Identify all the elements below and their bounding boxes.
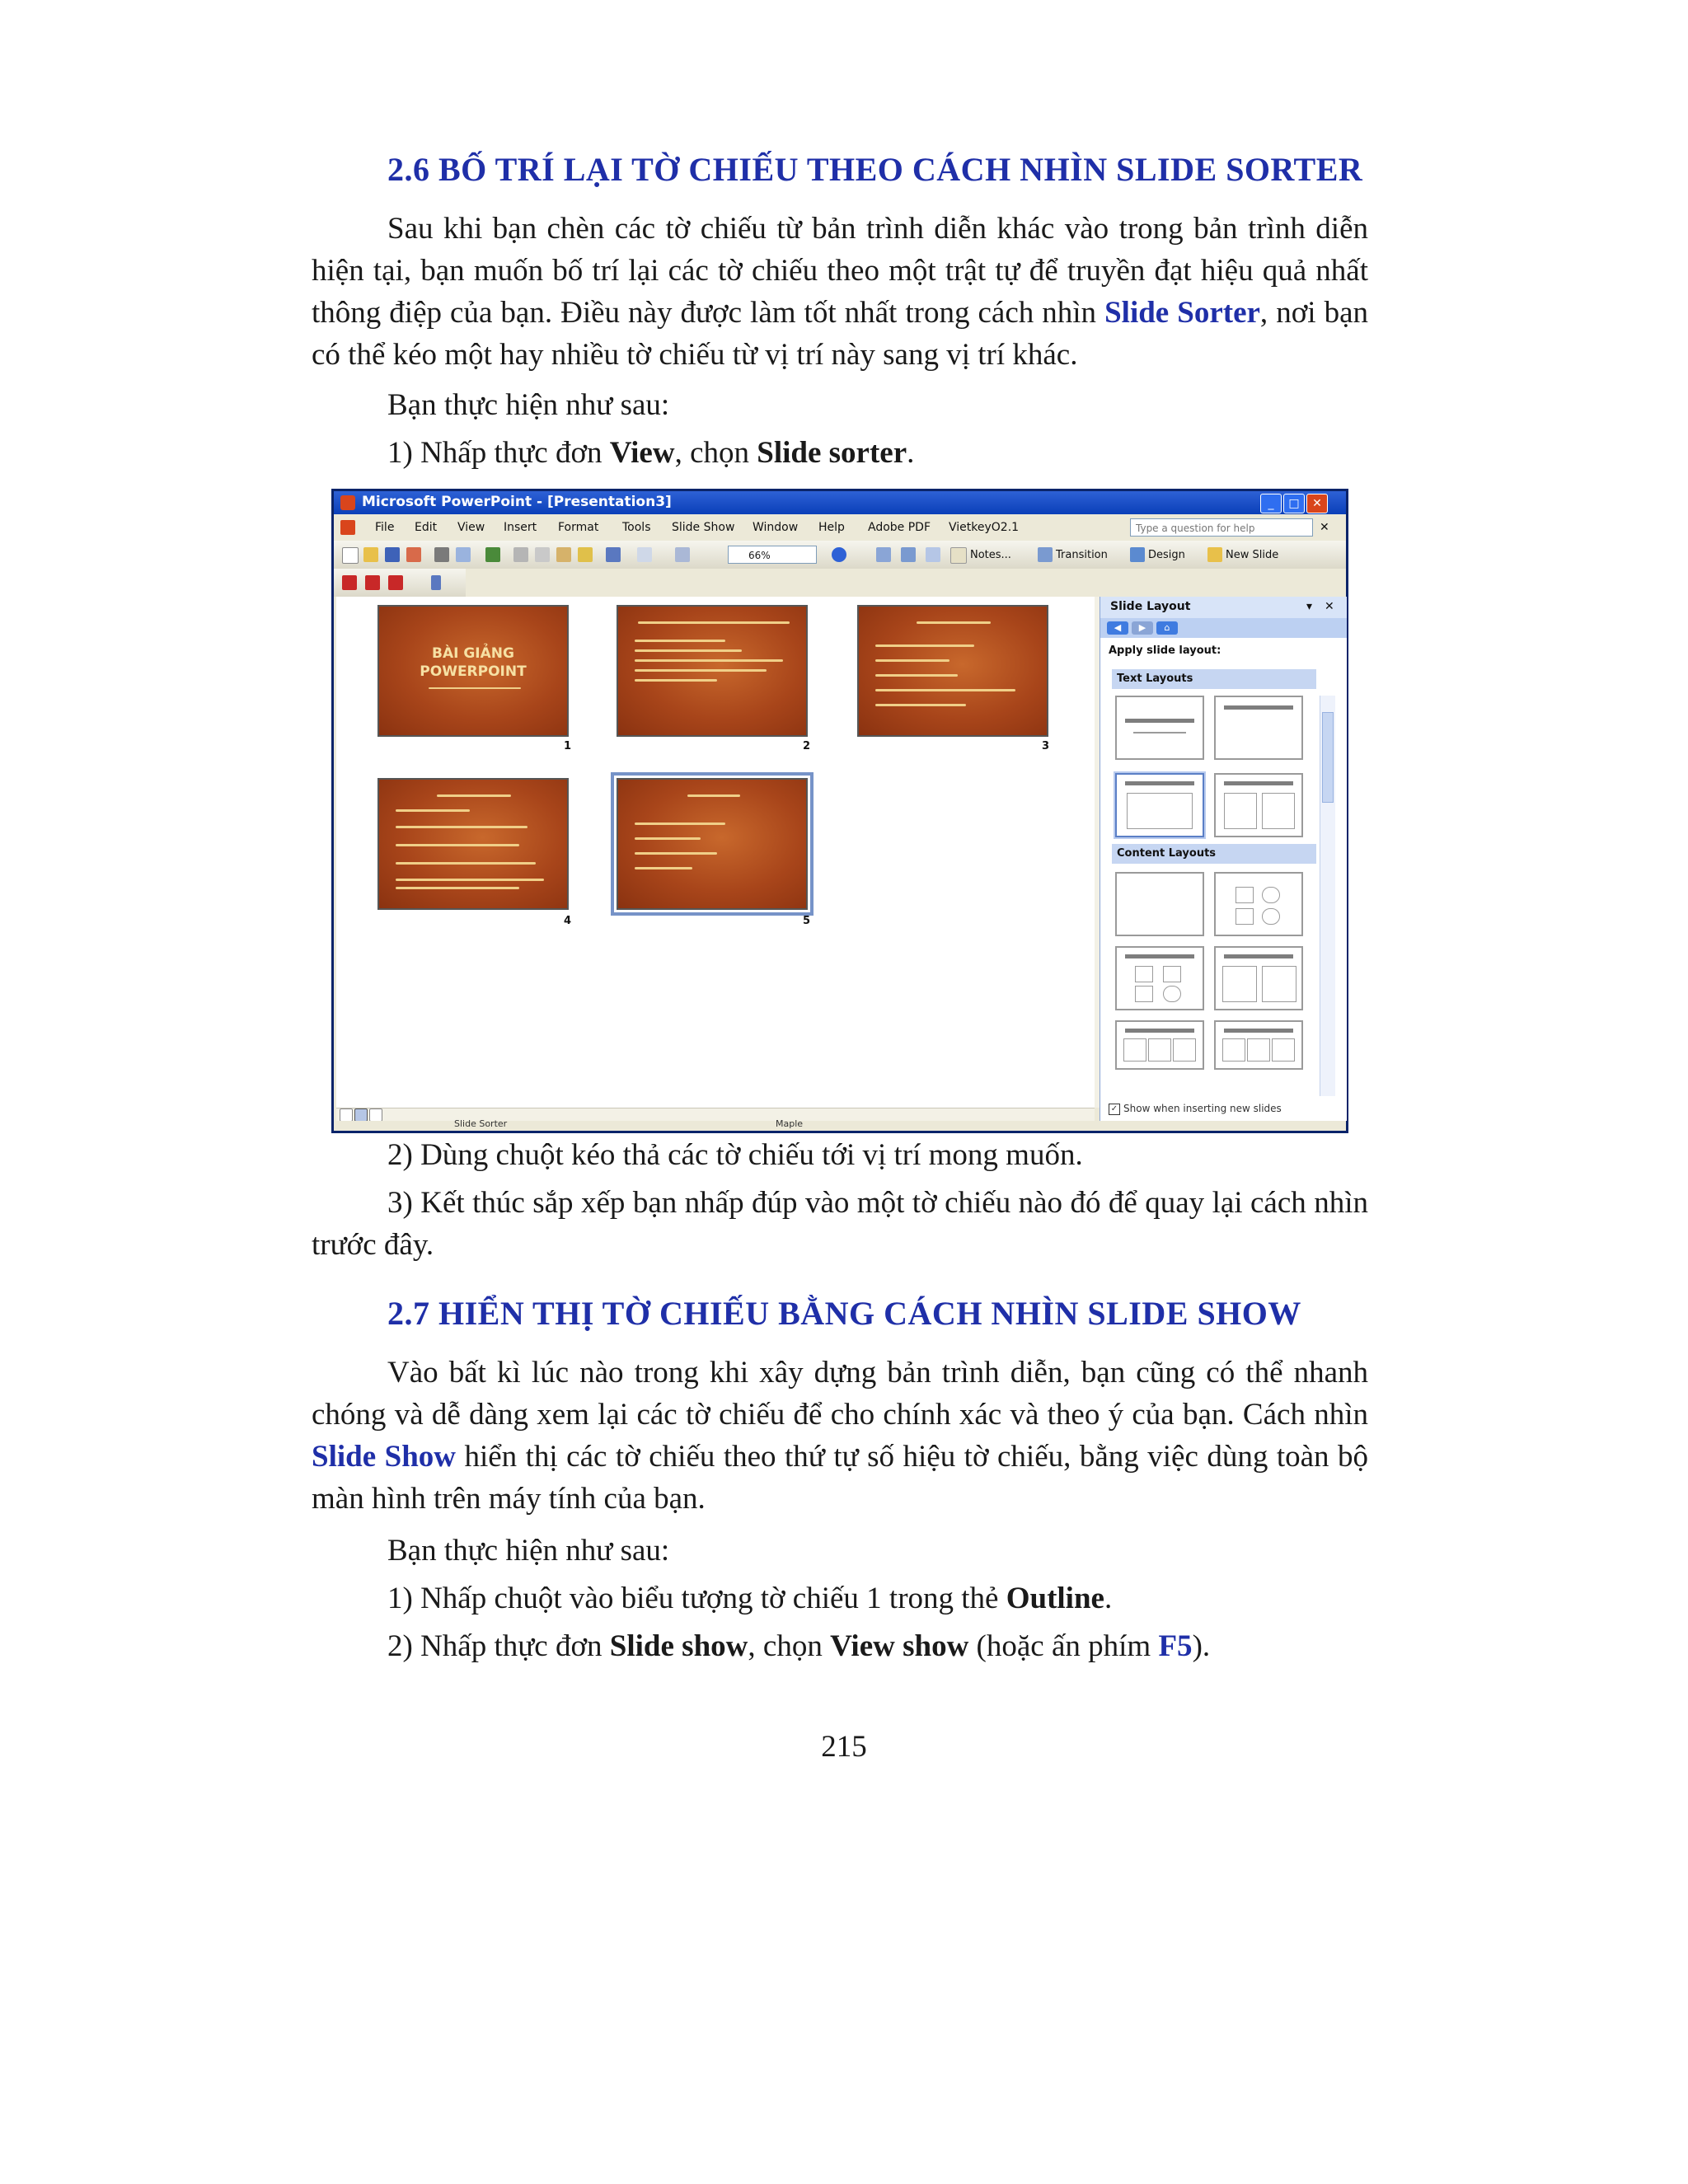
app-body xyxy=(334,514,1346,1131)
layout-text-box xyxy=(1127,793,1193,829)
content-layouts-header: Content Layouts xyxy=(1112,844,1316,864)
powerpoint-app-icon xyxy=(340,495,355,510)
step-view-slide-sorter xyxy=(387,432,1368,474)
close-button[interactable]: ✕ xyxy=(1306,494,1328,513)
bullet-line xyxy=(396,862,536,865)
slide-show-menu-term: Slide show xyxy=(609,1629,748,1663)
layout-two-column-text[interactable] xyxy=(1214,773,1303,837)
color-grayscale-icon[interactable] xyxy=(876,547,891,562)
layout-bar xyxy=(1125,954,1194,958)
layout-content-box xyxy=(1272,1038,1295,1062)
pdf-email-icon[interactable] xyxy=(365,575,380,590)
print-icon[interactable] xyxy=(434,547,449,562)
status-design-template: Maple xyxy=(776,1118,804,1129)
bullet-line xyxy=(635,837,701,840)
bullet-line xyxy=(635,669,767,672)
permission-icon[interactable] xyxy=(406,547,421,562)
layout-content-icon xyxy=(1262,887,1280,903)
step5-post: ). xyxy=(1192,1629,1211,1663)
section-heading-2-6: 2.6 BỐ TRÍ LẠI TỜ CHIẾU THEO CÁCH NHÌN SLIDE SORTER xyxy=(387,151,1363,188)
layout-bar xyxy=(1224,954,1293,958)
slide-number: 3 xyxy=(1042,740,1050,752)
notes-icon[interactable] xyxy=(950,547,967,564)
minimize-button[interactable]: _ xyxy=(1260,494,1282,513)
transition-icon[interactable] xyxy=(1038,547,1053,562)
slide-thumbnail[interactable] xyxy=(857,605,1048,737)
print-preview-icon[interactable] xyxy=(456,547,471,562)
layout-bar xyxy=(1125,719,1194,723)
pane-footer xyxy=(1100,1098,1347,1121)
open-folder-icon[interactable] xyxy=(363,547,378,562)
bullet-line xyxy=(635,649,742,652)
layout-content-box xyxy=(1148,1038,1171,1062)
bullet-line xyxy=(635,640,725,642)
layout-bar xyxy=(1224,781,1293,785)
save-icon[interactable] xyxy=(385,547,400,562)
layout-content-icon xyxy=(1163,966,1181,982)
layout-content-icon xyxy=(1236,908,1254,925)
bullet-line xyxy=(635,823,725,825)
undo-icon[interactable] xyxy=(606,547,621,562)
layout-title-slide[interactable] xyxy=(1115,696,1204,760)
maximize-button[interactable]: □ xyxy=(1283,494,1305,513)
transition-button[interactable]: Transition xyxy=(1056,549,1108,561)
pdf-review-icon[interactable] xyxy=(388,575,403,590)
bullet-line xyxy=(875,659,950,662)
menu-file[interactable]: File xyxy=(375,521,395,534)
step1-pre: 1) Nhấp thực đơn xyxy=(387,436,610,470)
slide-layout-pane xyxy=(1100,597,1347,1121)
pane-scroll-thumb[interactable] xyxy=(1322,712,1334,803)
layout-content-icon xyxy=(1163,986,1181,1002)
layout-content-text[interactable] xyxy=(1115,1020,1204,1070)
layout-bar xyxy=(1125,781,1194,785)
bullet-line xyxy=(635,852,717,855)
menu-edit[interactable]: Edit xyxy=(415,521,438,534)
layout-content-box xyxy=(1262,966,1296,1002)
toolbar-options-icon[interactable] xyxy=(431,575,441,590)
help-icon[interactable] xyxy=(832,547,846,562)
pdf-toolbar xyxy=(334,569,466,597)
layout-content-icon xyxy=(1262,908,1280,925)
slide-number: 5 xyxy=(803,915,811,927)
slide-thumbnail[interactable] xyxy=(617,605,808,737)
step1-mid: , chọn xyxy=(674,436,757,470)
layout-text-box xyxy=(1262,793,1295,829)
step-view-show xyxy=(387,1625,1368,1667)
slide-sorter-area xyxy=(336,597,1095,1108)
bullet-line xyxy=(396,844,519,846)
bullet-line xyxy=(875,674,958,677)
para1-text-end: , nơi bạn có thể kéo một hay nhiều tờ chiếu từ vị trí này sang vị trí khác. xyxy=(312,296,1368,372)
step4-pre: 1) Nhấp chuột vào biểu tượng tờ chiếu 1 trong thẻ xyxy=(387,1582,1006,1615)
cut-icon[interactable] xyxy=(513,547,528,562)
new-slide-button[interactable]: New Slide xyxy=(1226,549,1279,561)
pane-title: Slide Layout xyxy=(1110,600,1191,613)
slide-sorter-term: Slide sorter xyxy=(757,436,907,470)
f5-key-term: F5 xyxy=(1158,1629,1193,1663)
menu-help[interactable]: Help xyxy=(818,521,845,534)
step1-post: . xyxy=(907,436,915,470)
bullet-line xyxy=(875,644,974,647)
spelling-icon[interactable] xyxy=(485,547,500,562)
step5-pre: 2) Nhấp thực đơn xyxy=(387,1629,610,1663)
step-finish-sorting xyxy=(312,1182,1368,1266)
layout-content-box xyxy=(1247,1038,1270,1062)
step5-mid: , chọn xyxy=(748,1629,831,1663)
menu-adobe-pdf[interactable]: Adobe PDF xyxy=(868,521,931,534)
slide-title-line xyxy=(917,621,991,624)
slide-thumbnail-selected[interactable] xyxy=(617,778,808,910)
pane-navigation xyxy=(1100,618,1347,638)
para2-text-end: hiển thị các tờ chiếu theo thứ tự số hiệu tờ chiếu, bằng việc dùng toàn bộ màn hình trên máy tính của bạn. xyxy=(312,1440,1368,1516)
layout-content-box xyxy=(1222,966,1257,1002)
slide-show-view-icon[interactable] xyxy=(369,1108,382,1122)
layout-title-content[interactable] xyxy=(1115,946,1204,1010)
menu-window[interactable]: Window xyxy=(753,521,799,534)
bullet-line xyxy=(875,689,1015,691)
menu-slide-show[interactable]: Slide Show xyxy=(672,521,735,534)
design-button[interactable]: Design xyxy=(1148,549,1185,561)
document-icon xyxy=(340,520,355,535)
menu-tools[interactable]: Tools xyxy=(622,521,651,534)
design-icon[interactable] xyxy=(1130,547,1145,562)
layout-bar xyxy=(1125,1029,1194,1033)
standard-toolbar xyxy=(334,541,1346,569)
pane-dropdown-icon[interactable]: ▾ xyxy=(1306,600,1313,613)
pane-scrollbar[interactable] xyxy=(1320,696,1335,1096)
slide-title-line xyxy=(638,621,790,624)
layout-title-only[interactable] xyxy=(1214,696,1303,760)
layout-title-text[interactable] xyxy=(1115,773,1204,837)
status-bar xyxy=(334,1118,1346,1131)
page-number: 215 xyxy=(821,1730,867,1764)
layout-content-icon xyxy=(1135,966,1153,982)
pdf-convert-icon[interactable] xyxy=(342,575,357,590)
help-search-input[interactable]: Type a question for help xyxy=(1130,518,1313,537)
apply-layout-label: Apply slide layout: xyxy=(1109,644,1221,657)
bullet-line xyxy=(875,704,966,706)
layout-content-box xyxy=(1123,1038,1146,1062)
view-show-term: View show xyxy=(830,1629,969,1663)
intro-steps-2: Bạn thực hiện như sau: xyxy=(387,1534,670,1568)
normal-view-icon[interactable] xyxy=(340,1108,353,1122)
slide-number: 1 xyxy=(564,740,572,752)
step4-post: . xyxy=(1104,1582,1113,1615)
format-painter-icon[interactable] xyxy=(578,547,593,562)
menu-view-term: View xyxy=(609,436,675,470)
new-slide-icon[interactable] xyxy=(1207,547,1222,562)
bullet-line xyxy=(396,826,528,828)
layout-content-icon xyxy=(1236,887,1254,903)
home-icon[interactable]: ⌂ xyxy=(1156,621,1178,635)
layout-content-box xyxy=(1222,1038,1245,1062)
copy-icon[interactable] xyxy=(535,547,550,562)
bullet-line xyxy=(396,809,470,812)
slide-1-subtitle-line xyxy=(429,687,521,689)
show-inserting-checkbox[interactable]: ✓ xyxy=(1109,1104,1120,1115)
notes-button[interactable]: Notes... xyxy=(970,549,1011,561)
paragraph-slide-sorter xyxy=(312,208,1368,376)
layout-blank[interactable] xyxy=(1115,872,1204,936)
bullet-line xyxy=(396,887,519,889)
close-doc-icon[interactable]: ✕ xyxy=(1320,521,1329,534)
step-click-slide-icon xyxy=(387,1577,1368,1619)
bullet-line xyxy=(635,659,783,662)
outline-term: Outline xyxy=(1006,1582,1104,1615)
layout-text-box xyxy=(1224,793,1257,829)
layout-line xyxy=(1133,732,1186,733)
layout-content-icon xyxy=(1135,986,1153,1002)
layout-four-content[interactable] xyxy=(1214,1020,1303,1070)
layout-title-two-content[interactable] xyxy=(1214,946,1303,1010)
slide-sorter-view-icon[interactable] xyxy=(354,1108,368,1122)
layout-content-box xyxy=(1173,1038,1196,1062)
step-drag-slides: 2) Dùng chuột kéo thả các tờ chiếu tới vị trí mong muốn. xyxy=(387,1138,1083,1172)
menu-format[interactable]: Format xyxy=(558,521,599,534)
slide-1-title: BÀI GIẢNG POWERPOINT xyxy=(420,645,527,680)
slide-number: 4 xyxy=(564,915,572,927)
bullet-line xyxy=(635,679,717,682)
back-icon[interactable]: ◀ xyxy=(1107,621,1128,635)
section-heading-2-7: 2.7 HIỂN THỊ TỜ CHIẾU BẰNG CÁCH NHÌN SLIDE SHOW xyxy=(387,1295,1301,1332)
slide-title-line xyxy=(437,794,511,797)
horizontal-scrollbar[interactable] xyxy=(336,1108,1095,1122)
para1-text: Sau khi bạn chèn các tờ chiếu từ bản trình diễn khác vào trong bản trình diễn hiện tại, bạn muốn bố trí lại các tờ chiếu theo một trật tự để truyền đạt hiệu quả nhất thông điệp của bạn. Điều này được làm tốt nhất trong cách nhìn xyxy=(312,212,1368,330)
layout-content[interactable] xyxy=(1214,872,1303,936)
paste-icon[interactable] xyxy=(556,547,571,562)
slide-thumbnail[interactable] xyxy=(377,778,569,910)
forward-icon[interactable]: ▶ xyxy=(1132,621,1153,635)
paragraph-slide-show xyxy=(312,1352,1368,1520)
redo-icon[interactable] xyxy=(637,547,652,562)
title-bar xyxy=(334,491,1346,514)
table-icon[interactable] xyxy=(675,547,690,562)
term-slide-sorter: Slide Sorter xyxy=(1104,296,1260,330)
bullet-line xyxy=(635,867,692,869)
layout-bar xyxy=(1224,1029,1293,1033)
bullet-line xyxy=(396,879,544,881)
step5-mid2: (hoặc ấn phím xyxy=(968,1629,1159,1663)
expand-icon[interactable] xyxy=(901,547,916,562)
layout-bar xyxy=(1224,705,1293,710)
slide-number: 2 xyxy=(803,740,811,752)
intro-steps-1: Bạn thực hiện như sau: xyxy=(387,388,670,422)
term-slide-show: Slide Show xyxy=(312,1440,456,1474)
show-formatting-icon[interactable] xyxy=(926,547,940,562)
window-title: Microsoft PowerPoint - [Presentation3] xyxy=(362,494,672,510)
pane-header xyxy=(1100,597,1347,618)
menu-vietkey[interactable]: VietkeyO2.1 xyxy=(949,521,1020,534)
show-inserting-label: Show when inserting new slides xyxy=(1123,1103,1282,1114)
status-view: Slide Sorter xyxy=(454,1118,508,1129)
menu-bar xyxy=(334,514,1346,541)
menu-view[interactable]: View xyxy=(457,521,485,534)
para2-text: Vào bất kì lúc nào trong khi xây dựng bản trình diễn, bạn cũng có thể nhanh chóng và dễ dàng xem lại các tờ chiếu để cho chính xác và theo ý của bạn. Cách nhìn xyxy=(312,1356,1368,1432)
menu-insert[interactable]: Insert xyxy=(504,521,537,534)
slide-thumbnail[interactable] xyxy=(377,605,569,737)
step3-text: 3) Kết thúc sắp xếp bạn nhấp đúp vào một tờ chiếu nào đó để quay lại cách nhìn trước đây. xyxy=(312,1186,1368,1262)
slide-title-line xyxy=(687,794,740,797)
text-layouts-header: Text Layouts xyxy=(1112,669,1316,689)
zoom-select[interactable]: 66% xyxy=(728,546,817,564)
powerpoint-screenshot xyxy=(331,489,1348,1133)
new-file-icon[interactable] xyxy=(342,547,359,564)
pane-close-icon[interactable]: ✕ xyxy=(1325,600,1334,613)
